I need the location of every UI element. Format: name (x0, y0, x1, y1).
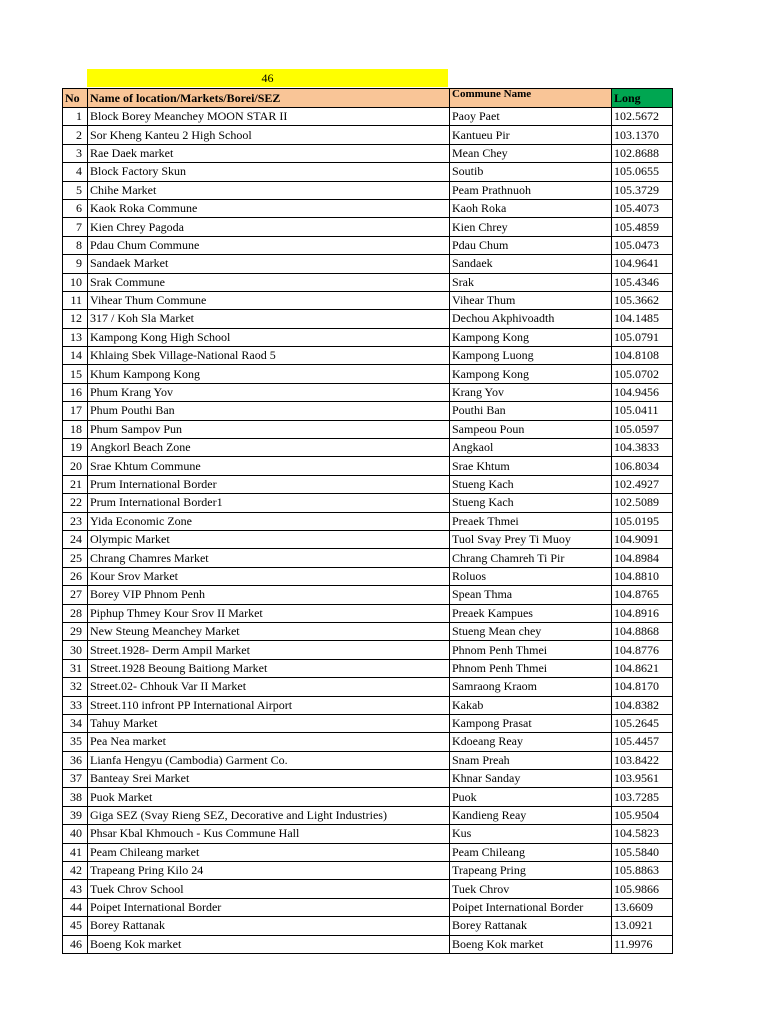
location-name-cell: Banteay Srei Market (88, 770, 450, 788)
commune-name-cell: Roluos (450, 567, 612, 585)
commune-name-cell: Kampong Kong (450, 328, 612, 346)
table-row (63, 439, 673, 457)
location-name-cell: Olympic Market (88, 530, 450, 548)
longitude-cell: 13.0921 (612, 917, 673, 935)
row-number-cell: 11 (63, 291, 88, 309)
commune-name-cell: Krang Yov (450, 383, 612, 401)
table-row (63, 935, 673, 953)
row-number-cell: 33 (63, 696, 88, 714)
location-count-cell: 46 (87, 69, 448, 87)
table-row (63, 733, 673, 751)
longitude-cell: 105.5840 (612, 843, 673, 861)
location-name-cell: Giga SEZ (Svay Rieng SEZ, Decorative and Light Industries) (88, 806, 450, 824)
table-row (63, 310, 673, 328)
row-number-cell: 15 (63, 365, 88, 383)
header-long: Long (612, 89, 673, 108)
row-number-cell: 23 (63, 512, 88, 530)
location-name-cell: Kien Chrey Pagoda (88, 218, 450, 236)
commune-name-cell: Stueng Mean chey (450, 622, 612, 640)
table-row (63, 365, 673, 383)
longitude-cell: 104.1485 (612, 310, 673, 328)
table-row (63, 347, 673, 365)
commune-name-cell: Srak (450, 273, 612, 291)
row-number-cell: 3 (63, 144, 88, 162)
longitude-cell: 105.9504 (612, 806, 673, 824)
row-number-cell: 9 (63, 255, 88, 273)
location-name-cell: Vihear Thum Commune (88, 291, 450, 309)
longitude-cell: 105.4859 (612, 218, 673, 236)
location-name-cell: Poipet International Border (88, 898, 450, 916)
table-row (63, 530, 673, 548)
row-number-cell: 30 (63, 641, 88, 659)
row-number-cell: 36 (63, 751, 88, 769)
commune-name-cell: Sandaek (450, 255, 612, 273)
location-name-cell: Yida Economic Zone (88, 512, 450, 530)
table-row (63, 328, 673, 346)
header-location-name: Name of location/Markets/Borei/SEZ (88, 89, 450, 108)
table-row (63, 291, 673, 309)
row-number-cell: 37 (63, 770, 88, 788)
row-number-cell: 20 (63, 457, 88, 475)
longitude-cell: 104.8382 (612, 696, 673, 714)
commune-name-cell: Tuek Chrov (450, 880, 612, 898)
table-row (63, 512, 673, 530)
location-name-cell: Puok Market (88, 788, 450, 806)
location-name-cell: Peam Chileang market (88, 843, 450, 861)
row-number-cell: 29 (63, 622, 88, 640)
commune-name-cell: Preaek Kampues (450, 604, 612, 622)
longitude-cell: 102.8688 (612, 144, 673, 162)
table-row (63, 420, 673, 438)
table-row (63, 475, 673, 493)
longitude-cell: 104.8170 (612, 678, 673, 696)
location-name-cell: Angkorl Beach Zone (88, 439, 450, 457)
table-row (63, 567, 673, 585)
row-number-cell: 8 (63, 236, 88, 254)
longitude-cell: 102.5672 (612, 108, 673, 126)
table-row (63, 236, 673, 254)
table-row (63, 825, 673, 843)
row-number-cell: 41 (63, 843, 88, 861)
row-number-cell: 5 (63, 181, 88, 199)
commune-name-cell: Samraong Kraom (450, 678, 612, 696)
table-row (63, 806, 673, 824)
table-row (63, 788, 673, 806)
commune-name-cell: Paoy Paet (450, 108, 612, 126)
table-body (63, 108, 673, 954)
commune-name-cell: Kampong Prasat (450, 714, 612, 732)
longitude-cell: 104.9456 (612, 383, 673, 401)
commune-name-cell: Kus (450, 825, 612, 843)
longitude-cell: 104.8868 (612, 622, 673, 640)
row-number-cell: 39 (63, 806, 88, 824)
row-number-cell: 25 (63, 549, 88, 567)
row-number-cell: 44 (63, 898, 88, 916)
table-row (63, 751, 673, 769)
commune-name-cell: Pouthi Ban (450, 402, 612, 420)
longitude-cell: 104.8621 (612, 659, 673, 677)
row-number-cell: 13 (63, 328, 88, 346)
longitude-cell: 104.9091 (612, 530, 673, 548)
commune-name-cell: Kien Chrey (450, 218, 612, 236)
row-number-cell: 2 (63, 126, 88, 144)
row-number-cell: 1 (63, 108, 88, 126)
longitude-cell: 103.9561 (612, 770, 673, 788)
location-name-cell: Street.1928 Beoung Baitiong Market (88, 659, 450, 677)
longitude-cell: 104.3833 (612, 439, 673, 457)
commune-name-cell: Tuol Svay Prey Ti Muoy (450, 530, 612, 548)
row-number-cell: 40 (63, 825, 88, 843)
table-row (63, 604, 673, 622)
row-number-cell: 43 (63, 880, 88, 898)
row-number-cell: 35 (63, 733, 88, 751)
table-row (63, 383, 673, 401)
commune-name-cell: Boeng Kok market (450, 935, 612, 953)
location-name-cell: Kaok Roka Commune (88, 199, 450, 217)
table-row (63, 199, 673, 217)
location-name-cell: Borey VIP Phnom Penh (88, 586, 450, 604)
row-number-cell: 42 (63, 862, 88, 880)
table-row (63, 126, 673, 144)
commune-name-cell: Kandieng Reay (450, 806, 612, 824)
longitude-cell: 104.8984 (612, 549, 673, 567)
commune-name-cell: Puok (450, 788, 612, 806)
longitude-cell: 105.2645 (612, 714, 673, 732)
longitude-cell: 104.8108 (612, 347, 673, 365)
row-number-cell: 16 (63, 383, 88, 401)
location-name-cell: Srak Commune (88, 273, 450, 291)
longitude-cell: 104.8765 (612, 586, 673, 604)
table-row (63, 641, 673, 659)
location-name-cell: 317 / Koh Sla Market (88, 310, 450, 328)
commune-name-cell: Spean Thma (450, 586, 612, 604)
longitude-cell: 104.8916 (612, 604, 673, 622)
row-number-cell: 10 (63, 273, 88, 291)
row-number-cell: 34 (63, 714, 88, 732)
longitude-cell: 105.4073 (612, 199, 673, 217)
table-row (63, 862, 673, 880)
header-no: No (63, 89, 88, 108)
location-name-cell: Rae Daek market (88, 144, 450, 162)
longitude-cell: 102.4927 (612, 475, 673, 493)
row-number-cell: 26 (63, 567, 88, 585)
row-number-cell: 4 (63, 163, 88, 181)
location-name-cell: Phum Pouthi Ban (88, 402, 450, 420)
table-row (63, 255, 673, 273)
longitude-cell: 105.4457 (612, 733, 673, 751)
row-number-cell: 24 (63, 530, 88, 548)
location-name-cell: Sor Kheng Kanteu 2 High School (88, 126, 450, 144)
commune-name-cell: Khnar Sanday (450, 770, 612, 788)
longitude-cell: 11.9976 (612, 935, 673, 953)
commune-name-cell: Angkaol (450, 439, 612, 457)
commune-name-cell: Trapeang Pring (450, 862, 612, 880)
location-name-cell: Piphup Thmey Kour Srov II Market (88, 604, 450, 622)
row-number-cell: 6 (63, 199, 88, 217)
location-name-cell: Phum Krang Yov (88, 383, 450, 401)
commune-name-cell: Peam Chileang (450, 843, 612, 861)
location-name-cell: Tahuy Market (88, 714, 450, 732)
row-number-cell: 12 (63, 310, 88, 328)
locations-table (62, 88, 673, 954)
row-number-cell: 46 (63, 935, 88, 953)
longitude-cell: 105.8863 (612, 862, 673, 880)
commune-name-cell: Kaoh Roka (450, 199, 612, 217)
location-name-cell: Boeng Kok market (88, 935, 450, 953)
longitude-cell: 104.8776 (612, 641, 673, 659)
table-row (63, 678, 673, 696)
row-number-cell: 32 (63, 678, 88, 696)
longitude-cell: 104.8810 (612, 567, 673, 585)
commune-name-cell: Preaek Thmei (450, 512, 612, 530)
table-row (63, 181, 673, 199)
table-row (63, 218, 673, 236)
commune-name-cell: Mean Chey (450, 144, 612, 162)
table-row (63, 659, 673, 677)
location-name-cell: Chrang Chamres Market (88, 549, 450, 567)
longitude-cell: 105.0702 (612, 365, 673, 383)
location-name-cell: New Steung Meanchey Market (88, 622, 450, 640)
location-name-cell: Phum Sampov Pun (88, 420, 450, 438)
longitude-cell: 105.0411 (612, 402, 673, 420)
commune-name-cell: Phnom Penh Thmei (450, 641, 612, 659)
commune-name-cell: Kampong Kong (450, 365, 612, 383)
commune-name-cell: Sampeou Poun (450, 420, 612, 438)
location-name-cell: Khlaing Sbek Village-National Raod 5 (88, 347, 450, 365)
table-row (63, 843, 673, 861)
longitude-cell: 105.0473 (612, 236, 673, 254)
longitude-cell: 105.3729 (612, 181, 673, 199)
commune-name-cell: Poipet International Border (450, 898, 612, 916)
row-number-cell: 27 (63, 586, 88, 604)
location-name-cell: Block Borey Meanchey MOON STAR II (88, 108, 450, 126)
table-row (63, 696, 673, 714)
location-name-cell: Block Factory Skun (88, 163, 450, 181)
commune-name-cell: Stueng Kach (450, 475, 612, 493)
commune-name-cell: Vihear Thum (450, 291, 612, 309)
header-commune-name: Commune Name (450, 89, 612, 108)
table-row (63, 163, 673, 181)
longitude-cell: 105.0195 (612, 512, 673, 530)
longitude-cell: 105.0791 (612, 328, 673, 346)
longitude-cell: 103.8422 (612, 751, 673, 769)
location-name-cell: Street.1928- Derm Ampil Market (88, 641, 450, 659)
location-name-cell: Borey Rattanak (88, 917, 450, 935)
location-name-cell: Tuek Chrov School (88, 880, 450, 898)
commune-name-cell: Soutib (450, 163, 612, 181)
location-name-cell: Prum International Border1 (88, 494, 450, 512)
longitude-cell: 104.5823 (612, 825, 673, 843)
location-name-cell: Street.02- Chhouk Var II Market (88, 678, 450, 696)
location-name-cell: Street.110 infront PP International Airport (88, 696, 450, 714)
table-row (63, 457, 673, 475)
table-row (63, 622, 673, 640)
header-row (63, 89, 673, 108)
table-row (63, 273, 673, 291)
table-row (63, 549, 673, 567)
location-name-cell: Lianfa Hengyu (Cambodia) Garment Co. (88, 751, 450, 769)
location-name-cell: Trapeang Pring Kilo 24 (88, 862, 450, 880)
table-row (63, 898, 673, 916)
longitude-cell: 106.8034 (612, 457, 673, 475)
commune-name-cell: Phnom Penh Thmei (450, 659, 612, 677)
longitude-cell: 105.4346 (612, 273, 673, 291)
row-number-cell: 28 (63, 604, 88, 622)
table-row (63, 144, 673, 162)
row-number-cell: 38 (63, 788, 88, 806)
commune-name-cell: Dechou Akphivoadth (450, 310, 612, 328)
location-name-cell: Sandaek Market (88, 255, 450, 273)
table-row (63, 917, 673, 935)
table-row (63, 714, 673, 732)
longitude-cell: 102.5089 (612, 494, 673, 512)
location-name-cell: Chihe Market (88, 181, 450, 199)
commune-name-cell: Pdau Chum (450, 236, 612, 254)
longitude-cell: 105.3662 (612, 291, 673, 309)
row-number-cell: 45 (63, 917, 88, 935)
commune-name-cell: Borey Rattanak (450, 917, 612, 935)
commune-name-cell: Kantueu Pir (450, 126, 612, 144)
commune-name-cell: Srae Khtum (450, 457, 612, 475)
table-row (63, 770, 673, 788)
longitude-cell: 13.6609 (612, 898, 673, 916)
commune-name-cell: Stueng Kach (450, 494, 612, 512)
table-row (63, 880, 673, 898)
location-name-cell: Kour Srov Market (88, 567, 450, 585)
commune-name-cell: Kampong Luong (450, 347, 612, 365)
location-name-cell: Pea Nea market (88, 733, 450, 751)
commune-name-cell: Snam Preah (450, 751, 612, 769)
longitude-cell: 103.1370 (612, 126, 673, 144)
longitude-cell: 105.0597 (612, 420, 673, 438)
longitude-cell: 105.0655 (612, 163, 673, 181)
commune-name-cell: Kdoeang Reay (450, 733, 612, 751)
longitude-cell: 105.9866 (612, 880, 673, 898)
row-number-cell: 22 (63, 494, 88, 512)
location-name-cell: Phsar Kbal Khmouch - Kus Commune Hall (88, 825, 450, 843)
table-row (63, 108, 673, 126)
location-name-cell: Kampong Kong High School (88, 328, 450, 346)
commune-name-cell: Chrang Chamreh Ti Pir (450, 549, 612, 567)
commune-name-cell: Kakab (450, 696, 612, 714)
row-number-cell: 14 (63, 347, 88, 365)
row-number-cell: 18 (63, 420, 88, 438)
row-number-cell: 19 (63, 439, 88, 457)
longitude-cell: 103.7285 (612, 788, 673, 806)
location-name-cell: Pdau Chum Commune (88, 236, 450, 254)
table-row (63, 402, 673, 420)
row-number-cell: 7 (63, 218, 88, 236)
location-name-cell: Prum International Border (88, 475, 450, 493)
table-row (63, 586, 673, 604)
commune-name-cell: Peam Prathnuoh (450, 181, 612, 199)
table-row (63, 494, 673, 512)
location-name-cell: Khum Kampong Kong (88, 365, 450, 383)
location-name-cell: Srae Khtum Commune (88, 457, 450, 475)
row-number-cell: 31 (63, 659, 88, 677)
longitude-cell: 104.9641 (612, 255, 673, 273)
row-number-cell: 21 (63, 475, 88, 493)
row-number-cell: 17 (63, 402, 88, 420)
